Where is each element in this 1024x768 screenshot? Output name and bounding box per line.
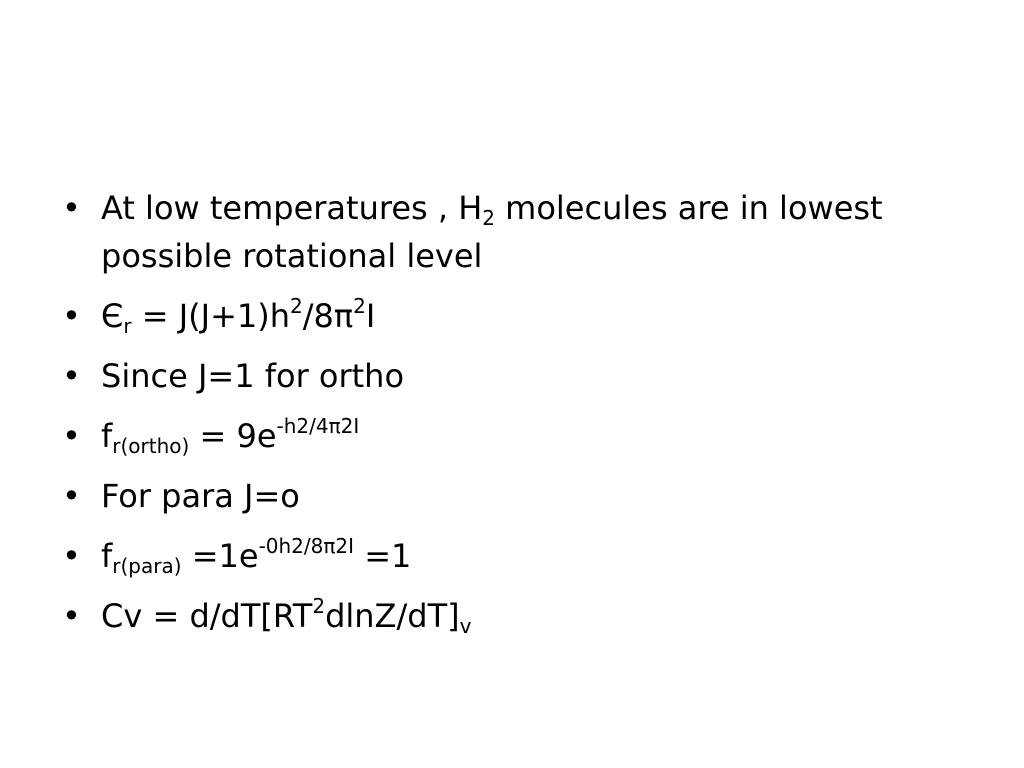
subscript: 2 <box>482 206 495 230</box>
bullet-text: Since J=1 for ortho <box>101 357 405 395</box>
bullet-low-temperature <box>62 184 962 280</box>
bullet-ortho-j <box>62 352 962 400</box>
bullet-list <box>62 184 962 652</box>
bullet-marker: • <box>62 597 81 635</box>
bullet-text: dlnZ/dT] <box>325 597 460 635</box>
bullet-marker: • <box>62 417 81 455</box>
bullet-text: At low temperatures , H <box>101 189 483 227</box>
bullet-text: molecules are in lowest possible rotational level <box>101 189 883 275</box>
bullet-marker: • <box>62 477 81 515</box>
bullet-marker: • <box>62 297 81 335</box>
bullet-text: f <box>101 537 113 575</box>
subscript: v <box>459 614 472 638</box>
subscript: r(ortho) <box>112 434 190 458</box>
superscript: -h2/4π2I <box>276 414 360 438</box>
bullet-marker: • <box>62 189 81 227</box>
bullet-para-partition <box>62 532 962 580</box>
bullet-text: Cv = d/dT[RT <box>101 597 313 635</box>
bullet-ortho-partition <box>62 412 962 460</box>
superscript: 2 <box>353 294 366 318</box>
bullet-text: = J(J+1)h <box>131 297 291 335</box>
bullet-text: =1e <box>181 537 259 575</box>
subscript: r(para) <box>112 554 182 578</box>
bullet-text: =1 <box>354 537 412 575</box>
superscript: -0h2/8π2I <box>258 534 355 558</box>
superscript: 2 <box>312 594 326 618</box>
bullet-text: f <box>101 417 113 455</box>
bullet-text: /8π <box>302 297 354 335</box>
bullet-heat-capacity <box>62 592 962 640</box>
bullet-rotational-energy <box>62 292 962 340</box>
bullet-marker: • <box>62 537 81 575</box>
bullet-text: I <box>365 297 376 335</box>
bullet-marker: • <box>62 357 81 395</box>
bullet-text: Є <box>101 297 124 335</box>
bullet-para-j <box>62 472 962 520</box>
bullet-text: = 9e <box>189 417 277 455</box>
subscript: r <box>123 314 132 338</box>
bullet-text: For para J=o <box>101 477 300 515</box>
superscript: 2 <box>290 294 303 318</box>
